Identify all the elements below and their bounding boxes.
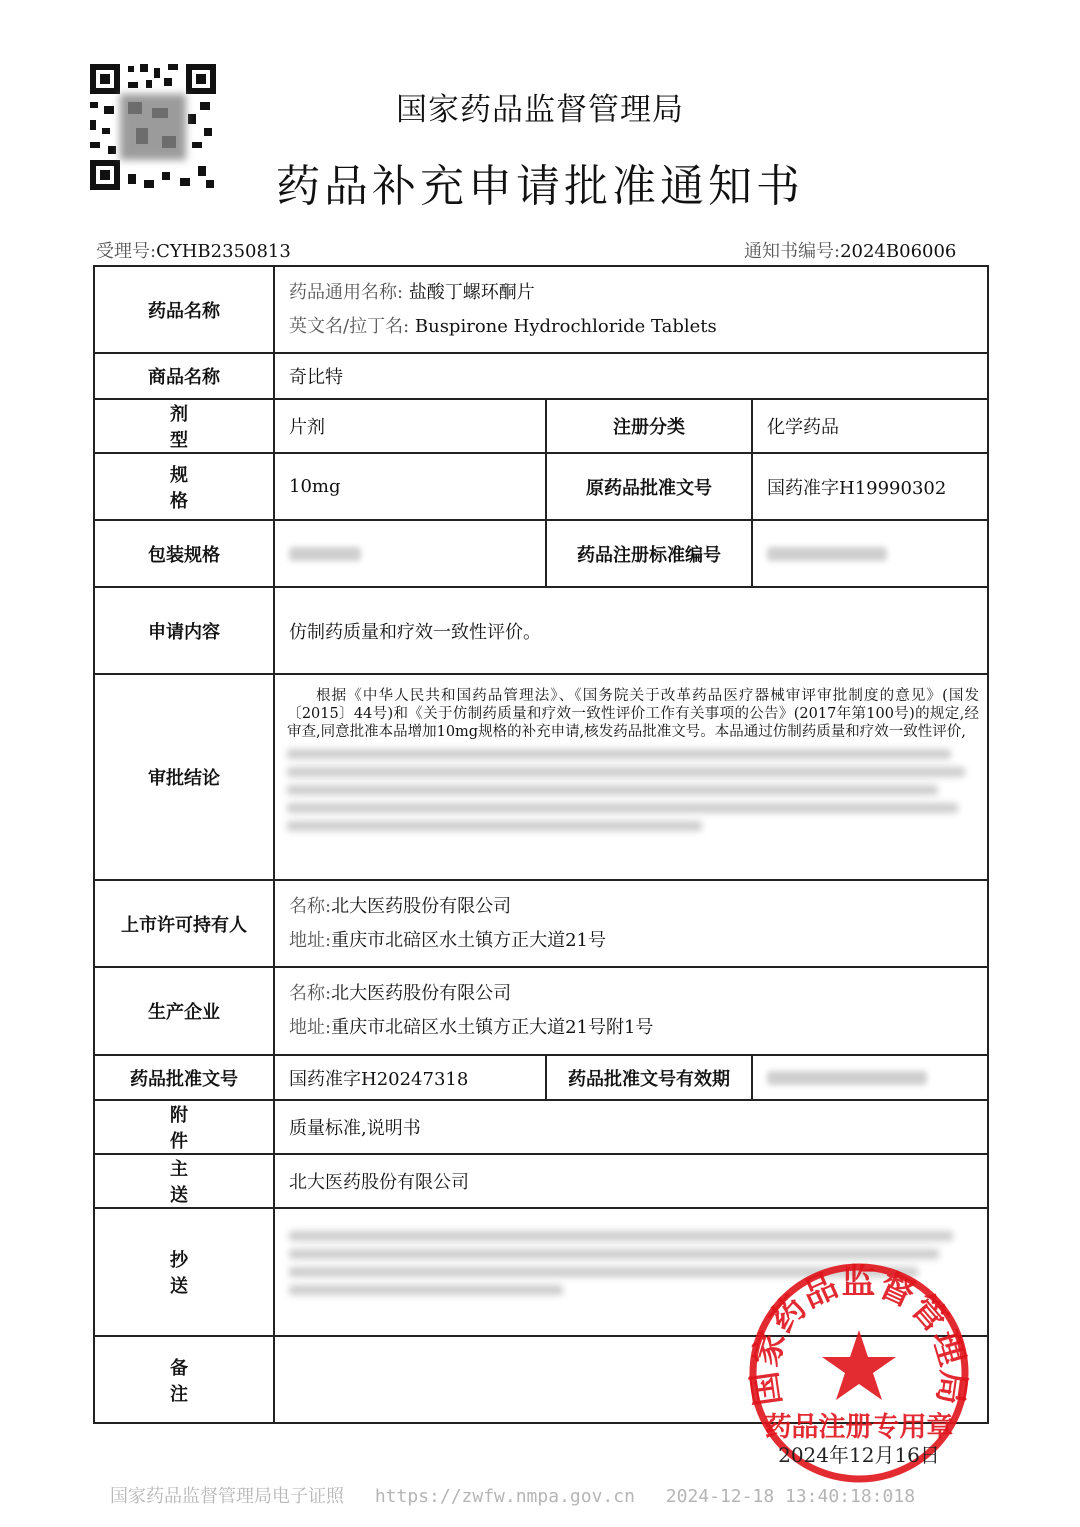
package-header: 包装规格 <box>94 520 274 587</box>
conclusion-header: 审批结论 <box>94 674 274 880</box>
std-no-header: 药品注册标准编号 <box>546 520 752 587</box>
holder-address: 重庆市北碚区水土镇方正大道21号 <box>331 929 606 951</box>
remarks-header: 备注 <box>94 1336 274 1423</box>
maker-name: 北大医药股份有限公司 <box>331 983 512 1004</box>
row-holder <box>94 880 988 967</box>
generic-name-label: 药品通用名称: <box>289 281 404 303</box>
issuing-authority: 国家药品监督管理局 <box>396 92 684 128</box>
maker-addr-label: 地址: <box>289 1017 332 1038</box>
footer-timestamp: 2024-12-18 13:40:18:018 <box>665 1486 916 1507</box>
drug-name-header: 药品名称 <box>94 266 274 353</box>
row-maker <box>94 967 988 1055</box>
approval-no-value: 国药准字H20247318 <box>274 1055 546 1100</box>
row-package <box>94 520 988 587</box>
validity-value-redacted <box>752 1055 988 1100</box>
row-content <box>94 587 988 674</box>
maker-header: 生产企业 <box>94 967 274 1055</box>
document-title: 药品补充申请批准通知书 <box>276 161 804 212</box>
content-value: 仿制药质量和疗效一致性评价。 <box>274 587 988 674</box>
notice-number <box>744 237 956 263</box>
cc-header: 抄送 <box>94 1208 274 1336</box>
approval-table <box>93 265 989 1424</box>
seal-date: 2024年12月16日 <box>778 1443 940 1467</box>
english-name-label: 英文名/拉丁名: <box>289 315 410 337</box>
drug-name-cell <box>274 266 988 353</box>
footer <box>110 1482 935 1508</box>
form-header: 剂型 <box>94 399 274 453</box>
seal-bottom-text: 药品注册专用章 <box>764 1412 954 1443</box>
notice-label: 通知书编号: <box>744 241 841 262</box>
row-form <box>94 399 988 453</box>
trade-name-header: 商品名称 <box>94 353 274 399</box>
footer-source: 国家药品监督管理局电子证照 <box>110 1486 344 1507</box>
row-approval-no <box>94 1055 988 1100</box>
spec-header: 规格 <box>94 453 274 520</box>
row-spec <box>94 453 988 520</box>
acceptance-value: CYHB2350813 <box>156 241 291 262</box>
holder-cell <box>274 880 988 967</box>
trade-name-value: 奇比特 <box>274 353 988 399</box>
form-value: 片剂 <box>274 399 546 453</box>
holder-addr-label: 地址: <box>289 929 332 951</box>
notice-value: 2024B06006 <box>840 241 957 262</box>
reg-class-value: 化学药品 <box>752 399 988 453</box>
conclusion-text: 根据《中华人民共和国药品管理法》、《国务院关于改革药品医疗器械审评审批制度的意见》(国发〔2015〕44号)和《关于仿制药质量和疗效一致性评价工作有关事项的公告》(2017年第100号)的规定,经审查,同意批准本品增加10mg规格的补充申请,核发药品批准文号。本品通过仿制药质量和疗效一致性评价, <box>287 688 980 740</box>
content-header: 申请内容 <box>94 587 274 674</box>
attachment-value: 质量标准,说明书 <box>274 1100 988 1154</box>
conclusion-cell <box>274 674 988 880</box>
conclusion-redacted <box>275 749 987 831</box>
row-attachment <box>94 1100 988 1154</box>
orig-approval-value: 国药准字H19990302 <box>752 453 988 520</box>
main-recipient-value: 北大医药股份有限公司 <box>274 1154 988 1208</box>
approval-no-header: 药品批准文号 <box>94 1055 274 1100</box>
row-trade-name <box>94 353 988 399</box>
maker-cell <box>274 967 988 1055</box>
holder-header: 上市许可持有人 <box>94 880 274 967</box>
official-seal <box>744 1258 974 1488</box>
acceptance-number <box>96 237 291 263</box>
maker-address: 重庆市北碚区水土镇方正大道21号附1号 <box>331 1017 654 1038</box>
acceptance-label: 受理号: <box>96 241 157 262</box>
reg-class-header: 注册分类 <box>546 399 752 453</box>
spec-value: 10mg <box>274 453 546 520</box>
attachment-header: 附件 <box>94 1100 274 1154</box>
row-conclusion <box>94 674 988 880</box>
std-no-value-redacted <box>752 520 988 587</box>
english-name-value: Buspirone Hydrochloride Tablets <box>414 315 717 337</box>
generic-name-value: 盐酸丁螺环酮片 <box>408 281 535 303</box>
holder-name-label: 名称: <box>289 895 332 917</box>
seal-star-icon <box>822 1330 896 1400</box>
holder-name: 北大医药股份有限公司 <box>331 895 512 917</box>
row-drug-name <box>94 266 988 353</box>
seal-top-text: 国家药品监督管理局 <box>744 1262 974 1409</box>
validity-header: 药品批准文号有效期 <box>546 1055 752 1100</box>
row-main-recipient <box>94 1154 988 1208</box>
orig-approval-header: 原药品批准文号 <box>546 453 752 520</box>
footer-url: https://zwfw.nmpa.gov.cn <box>374 1486 635 1507</box>
maker-name-label: 名称: <box>289 983 332 1004</box>
main-recipient-header: 主送 <box>94 1154 274 1208</box>
package-value-redacted <box>274 520 546 587</box>
